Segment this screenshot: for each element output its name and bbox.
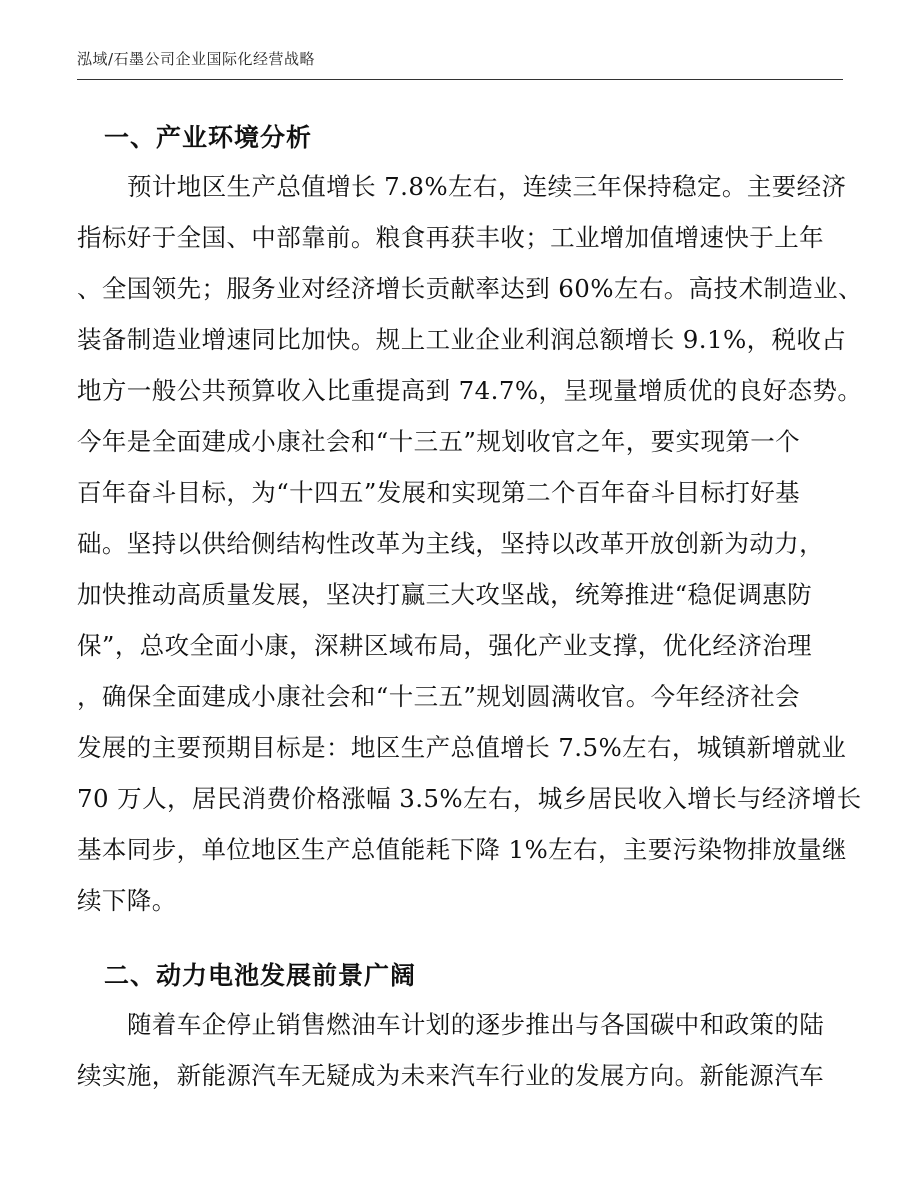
paragraph-line: 地方一般公共预算收入比重提高到 74.7%，呈现量增质优的良好态势。 bbox=[77, 376, 863, 405]
running-header: 泓域/石墨公司企业国际化经营战略 bbox=[77, 50, 316, 68]
paragraph-line: 加快推动高质量发展，坚决打赢三大攻坚战，统筹推进“稳促调惠防 bbox=[77, 580, 813, 609]
paragraph-line: 续下降。 bbox=[77, 886, 177, 915]
paragraph-line: 续实施，新能源汽车无疑成为未来汽车行业的发展方向。新能源汽车 bbox=[77, 1061, 824, 1090]
paragraph-line: 指标好于全国、中部靠前。粮食再获丰收；工业增加值增速快于上年 bbox=[77, 223, 824, 252]
paragraph-line: 础。坚持以供给侧结构性改革为主线，坚持以改革开放创新为动力， bbox=[77, 529, 824, 558]
paragraph-line: 70 万人，居民消费价格涨幅 3.5%左右，城乡居民收入增长与经济增长 bbox=[77, 784, 862, 813]
paragraph-line: 随着车企停止销售燃油车计划的逐步推出与各国碳中和政策的陆 bbox=[127, 1010, 825, 1039]
paragraph-line: 预计地区生产总值增长 7.8%左右，连续三年保持稳定。主要经济 bbox=[127, 172, 847, 201]
paragraph-line: 装备制造业增速同比加快。规上工业企业利润总额增长 9.1%，税收占 bbox=[77, 325, 847, 354]
header-divider bbox=[77, 79, 843, 80]
paragraph-line: 、全国领先；服务业对经济增长贡献率达到 60%左右。高技术制造业、 bbox=[77, 274, 863, 303]
paragraph-line: ，确保全面建成小康社会和“十三五”规划圆满收官。今年经济社会 bbox=[77, 682, 801, 711]
paragraph-line: 保”，总攻全面小康，深耕区域布局，强化产业支撑，优化经济治理 bbox=[77, 631, 813, 660]
section-heading-power-battery-outlook: 二、动力电池发展前景广阔 bbox=[104, 961, 417, 990]
paragraph-line: 发展的主要预期目标是：地区生产总值增长 7.5%左右，城镇新增就业 bbox=[77, 733, 847, 762]
section-heading-industry-environment: 一、产业环境分析 bbox=[104, 123, 313, 152]
paragraph-line: 百年奋斗目标，为“十四五”发展和实现第二个百年奋斗目标打好基 bbox=[77, 478, 801, 507]
paragraph-line: 今年是全面建成小康社会和“十三五”规划收官之年，要实现第一个 bbox=[77, 427, 801, 456]
paragraph-line: 基本同步，单位地区生产总值能耗下降 1%左右，主要污染物排放量继 bbox=[77, 835, 847, 864]
